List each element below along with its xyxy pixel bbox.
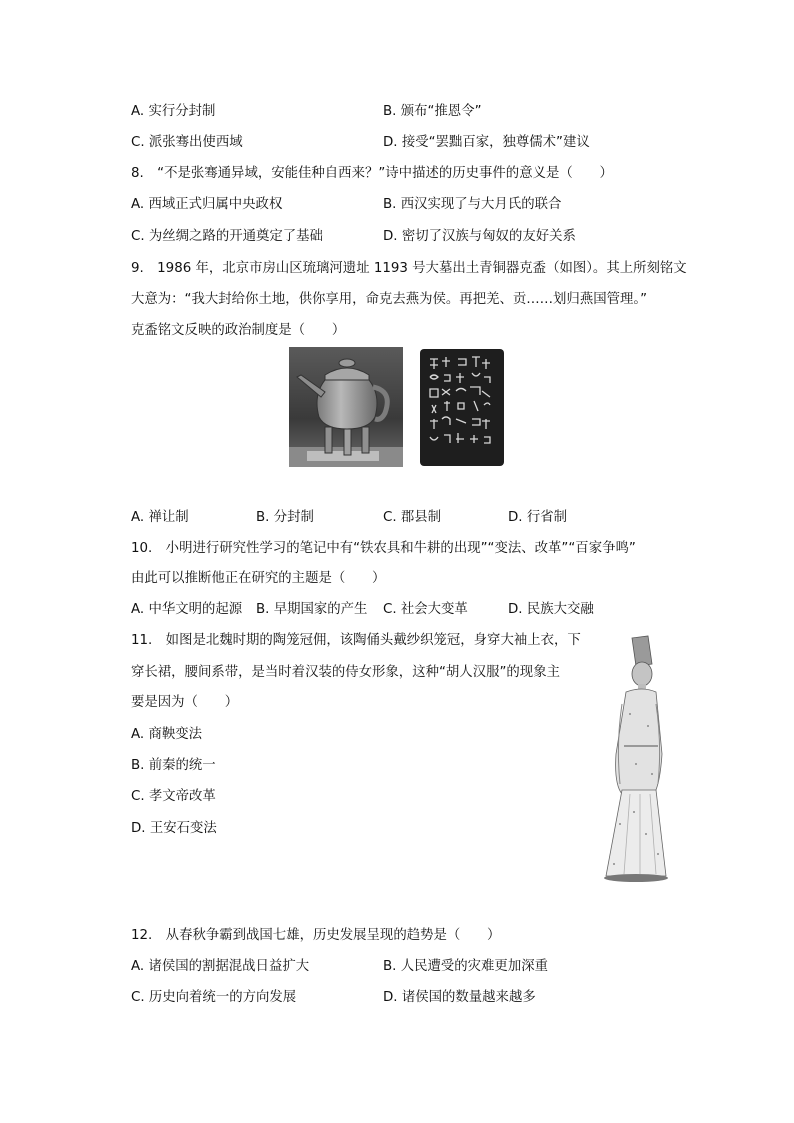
q7-option-d: D. 接受“罢黜百家，独尊儒术”建议 (383, 135, 590, 150)
q9-option-a: A. 禅让制 (131, 510, 189, 525)
q7-option-c: C. 派张骞出使西域 (131, 135, 243, 150)
q9-option-c: C. 郡县制 (383, 510, 442, 525)
q8-option-d: D. 密切了汉族与匈奴的友好关系 (383, 229, 576, 244)
q9-option-b: B. 分封制 (256, 510, 314, 525)
q9-option-d: D. 行省制 (508, 510, 567, 525)
q8-option-c: C. 为丝绸之路的开通奠定了基础 (131, 229, 323, 244)
bronze-he-vessel-image (289, 347, 403, 467)
q8-stem: 8. “不是张骞通异域，安能佳种自西来？”诗中描述的历史事件的意义是（ ） (131, 166, 613, 181)
q12-stem: 12. 从春秋争霸到战国七雄，历史发展呈现的趋势是（ ） (131, 928, 501, 943)
inscription-rubbing-image (420, 349, 504, 466)
q10-option-d: D. 民族大交融 (508, 602, 594, 617)
q12-option-a: A. 诸侯国的割据混战日益扩大 (131, 959, 310, 974)
q12-option-c: C. 历史向着统一的方向发展 (131, 990, 297, 1005)
q10-stem-line2: 由此可以推断他正在研究的主题是（ ） (131, 571, 386, 586)
q9-stem-line3: 克盉铭文反映的政治制度是（ ） (131, 323, 346, 338)
q11-option-d: D. 王安石变法 (131, 821, 217, 836)
q12-option-d: D. 诸侯国的数量越来越多 (383, 990, 536, 1005)
q10-option-b: B. 早期国家的产生 (256, 602, 368, 617)
q11-stem-line3: 要是因为（ ） (131, 695, 239, 710)
q8-option-a: A. 西域正式归属中央政权 (131, 197, 283, 212)
q8-option-b: B. 西汉实现了与大月氏的联合 (383, 197, 562, 212)
q10-stem-line1: 10. 小明进行研究性学习的笔记中有“铁农具和牛耕的出现”“变法、改革”“百家争鸣” (131, 541, 636, 556)
q10-option-c: C. 社会大变革 (383, 602, 468, 617)
q9-stem-line2: 大意为：“我大封给你土地，供你享用，命克去燕为侯。再把羌、贡……划归燕国管理。” (131, 292, 648, 307)
q10-option-a: A. 中华文明的起源 (131, 602, 243, 617)
q9-stem-line1: 9. 1986 年，北京市房山区琉璃河遗址 1193 号大墓出土青铜器克盉（如图）。其上所刻铭文 (131, 261, 687, 276)
q12-option-b: B. 人民遭受的灾难更加深重 (383, 959, 548, 974)
q11-option-b: B. 前秦的统一 (131, 758, 216, 773)
q7-option-a: A. 实行分封制 (131, 104, 216, 119)
q11-option-c: C. 孝文帝改革 (131, 789, 216, 804)
q11-stem-line2: 穿长裙，腰间系带，是当时着汉装的侍女形象，这种“胡人汉服”的现象主 (131, 665, 560, 680)
q11-option-a: A. 商鞅变法 (131, 727, 202, 742)
q11-stem-line1: 11. 如图是北魏时期的陶笼冠佣，该陶俑头戴纱织笼冠，身穿大袖上衣，下 (131, 633, 581, 648)
pottery-figurine-image (600, 634, 672, 886)
q7-option-b: B. 颁布“推恩令” (383, 104, 482, 119)
